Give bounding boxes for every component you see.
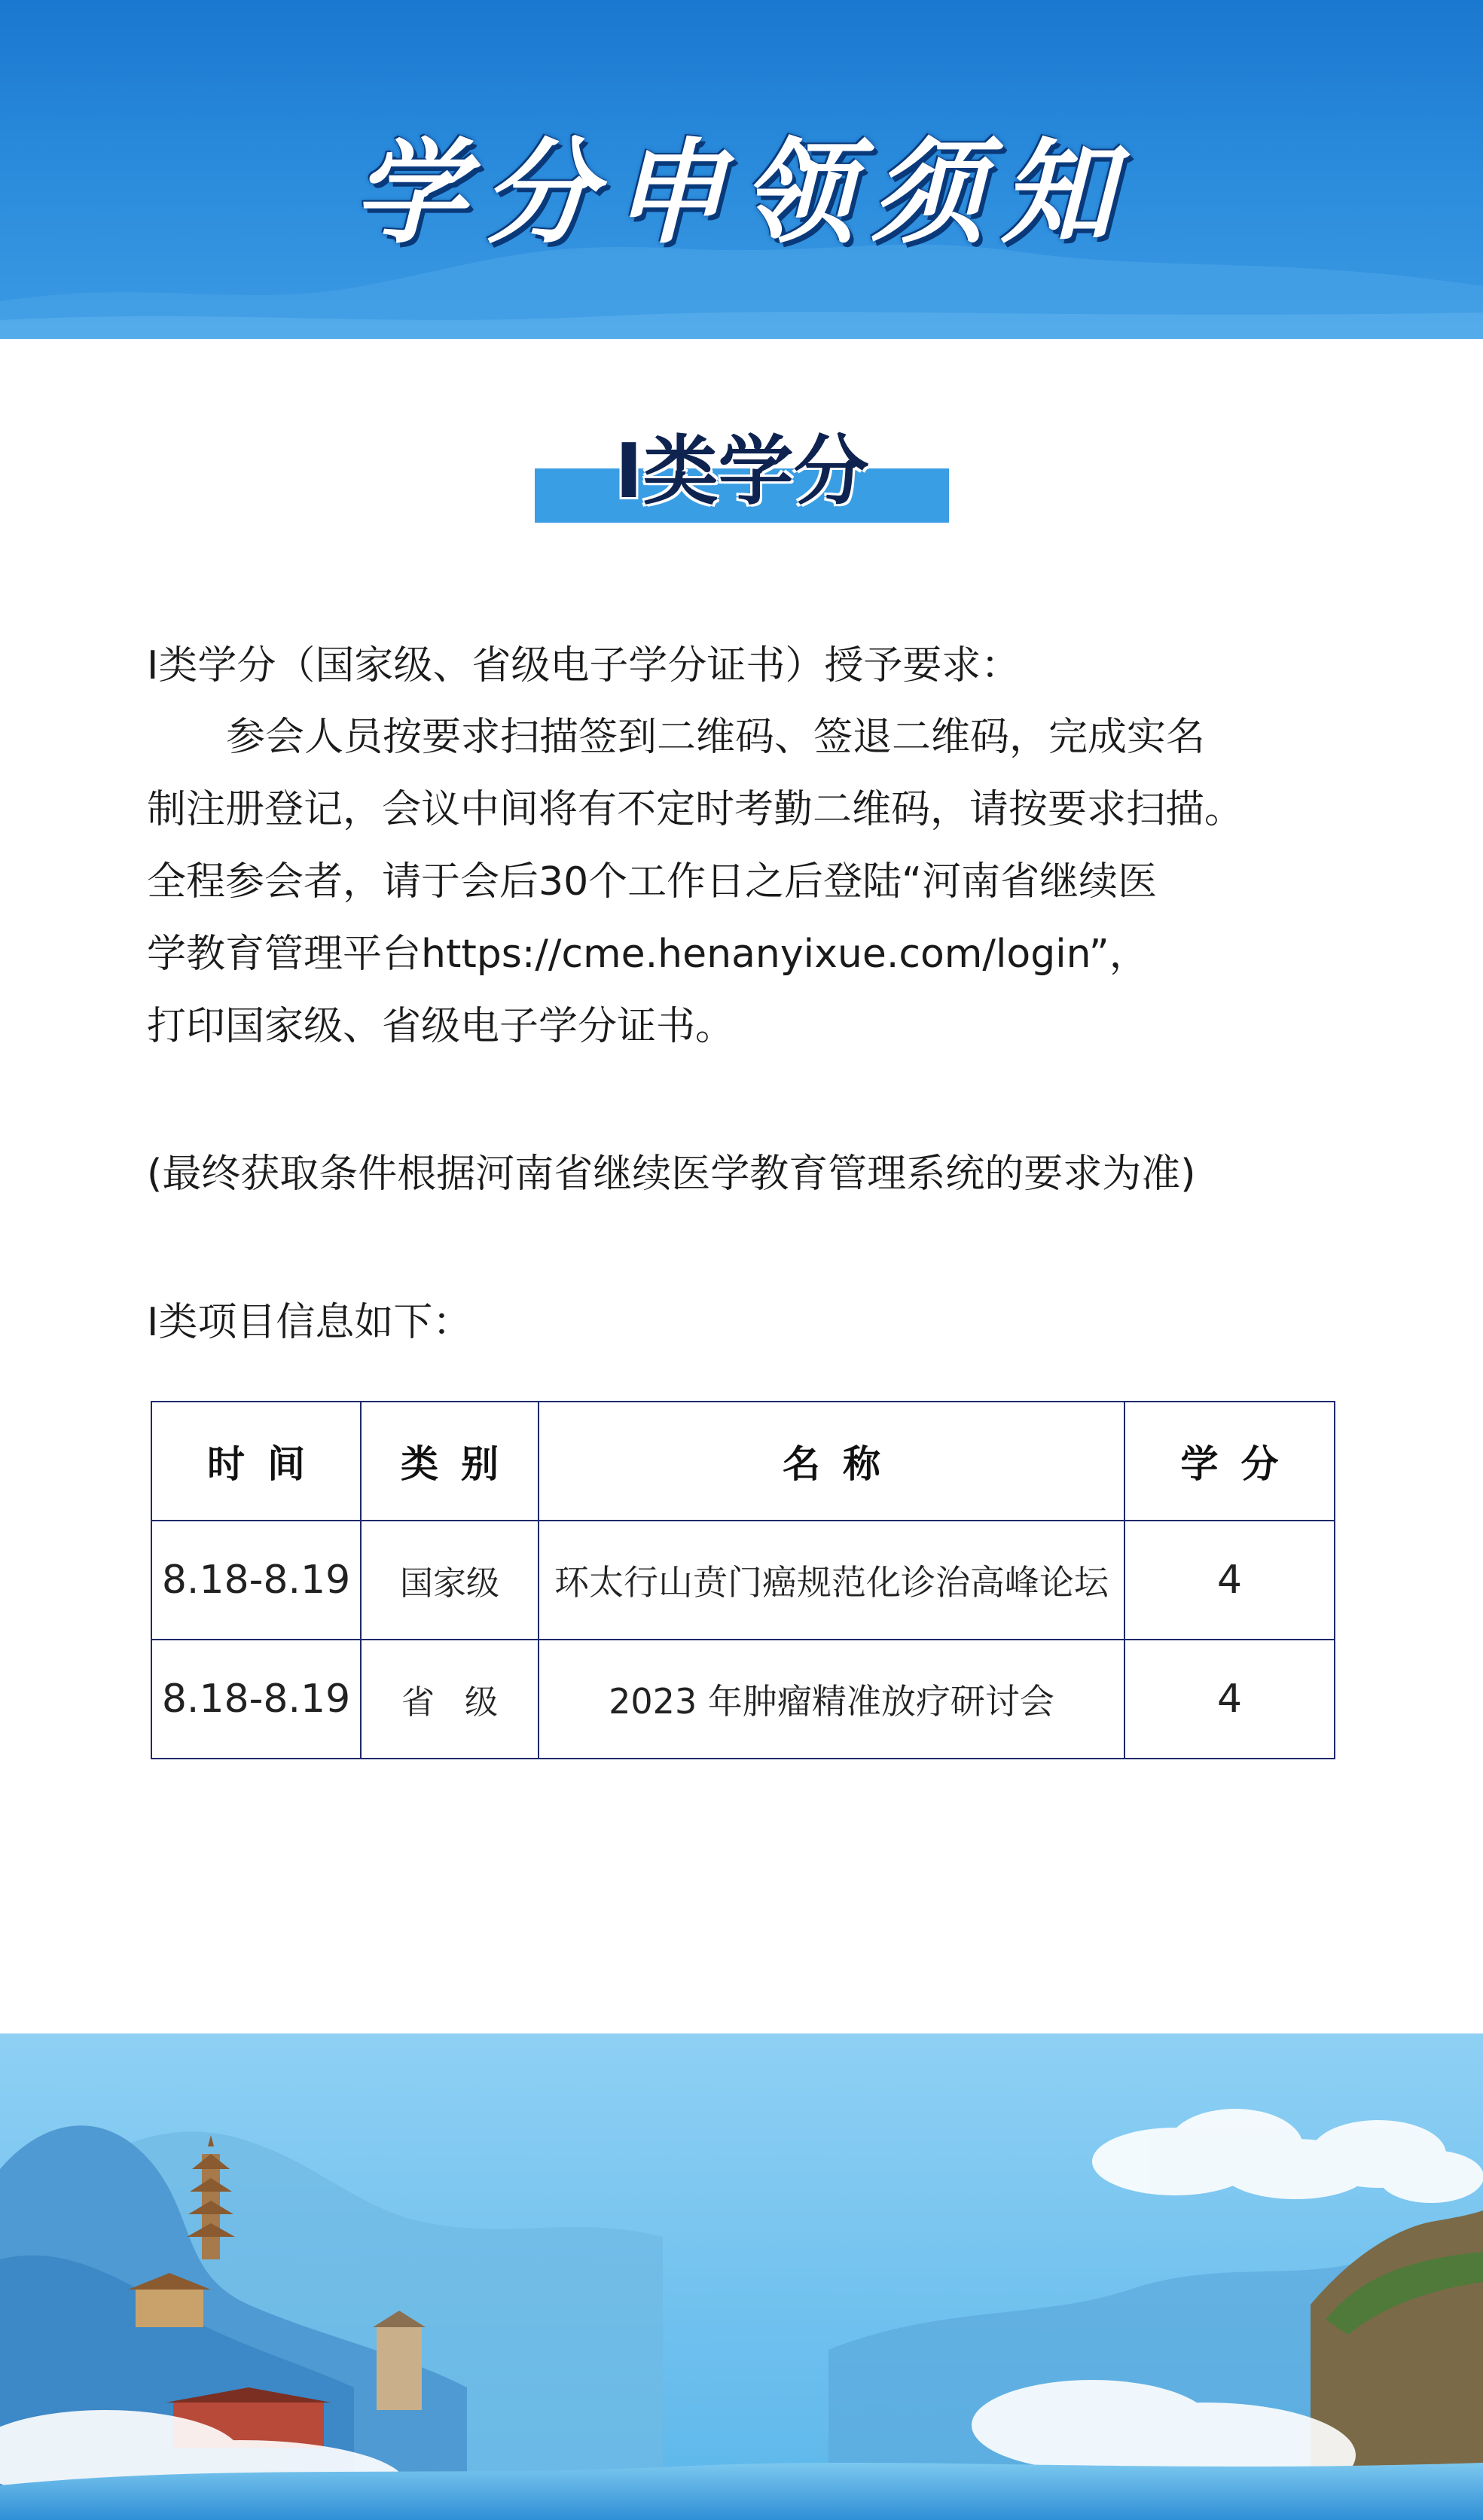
cell-category: 国家级: [361, 1521, 539, 1640]
cell-time: 8.18-8.19: [151, 1521, 361, 1640]
cell-credits: 4: [1124, 1640, 1335, 1759]
landscape-illustration: [0, 2033, 1483, 2520]
paragraph-line-with-url: 学教育管理平台https://cme.henanyixue.com/login”，: [147, 932, 1149, 977]
cell-time: 8.18-8.19: [151, 1640, 361, 1759]
cell-name: 环太行山贲门癌规范化诊治高峰论坛: [539, 1521, 1124, 1640]
page-title: 学分申领须知: [352, 127, 1131, 259]
table-intro: Ⅰ类项目信息如下：: [147, 1300, 472, 1345]
section-title: Ⅰ类学分: [615, 427, 869, 515]
header-banner: [0, 0, 1483, 339]
cell-category: 省级: [361, 1640, 539, 1759]
paragraph-line: 打印国家级、省级电子学分证书。: [147, 1004, 735, 1049]
project-info-table: [151, 1401, 1335, 1759]
header-name: 名称: [539, 1402, 1124, 1521]
header-category: 类别: [361, 1402, 539, 1521]
requirement-heading: Ⅰ类学分（国家级、省级电子学分证书）授予要求：: [147, 643, 1021, 688]
condition-note: (最终获取条件根据河南省继续医学教育管理系统的要求为准): [147, 1152, 1196, 1197]
paragraph-line: 制注册登记，会议中间将有不定时考勤二维码，请按要求扫描。: [147, 787, 1244, 832]
table-header-row: [151, 1402, 1335, 1521]
table-row: [151, 1640, 1335, 1759]
paragraph-line: 全程参会者，请于会后30个工作日之后登陆“河南省继续医: [147, 859, 1158, 905]
table-row: [151, 1521, 1335, 1640]
header-time: 时间: [151, 1402, 361, 1521]
cell-name: 2023 年肿瘤精准放疗研讨会: [539, 1640, 1124, 1759]
header-credits: 学分: [1124, 1402, 1335, 1521]
cell-credits: 4: [1124, 1521, 1335, 1640]
paragraph-line: 参会人员按要求扫描签到二维码、签退二维码，完成实名: [226, 715, 1206, 760]
